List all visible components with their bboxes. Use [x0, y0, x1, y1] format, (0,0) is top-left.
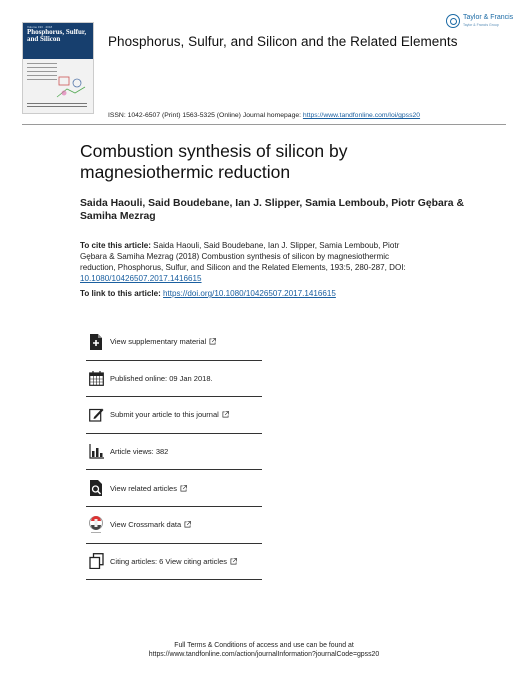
cover-figure-icon [53, 75, 89, 101]
citation-text: Saida Haouli, Said Boudebane, Ian J. Slipper, Samia Lemboub, Piotr Gębara & Samiha Mezrag (2018) Combustion synthesis of silicon by magnesiothermic reduction, Phosphorus, Sulfur, and Silicon and the Related Elements, 193:5, 280-287, DOI: [80, 241, 406, 272]
citation-block [80, 240, 420, 284]
cover-header [23, 23, 93, 59]
search-document-icon [88, 480, 104, 496]
cover-volume-text: Volume 193 · 2018 [27, 25, 53, 29]
article-link-label: To link to this article: [80, 289, 161, 298]
edit-icon [88, 407, 104, 423]
action-crossmark-data[interactable] [86, 507, 262, 544]
cover-title: Phosphorus, Sulfur, and Silicon [27, 28, 87, 43]
publisher-name: Taylor & Francis [463, 14, 514, 21]
action-submit-article[interactable] [86, 397, 262, 434]
external-link-icon [180, 485, 187, 492]
journal-homepage-link[interactable]: https://www.tandfonline.com/loi/gpss20 [302, 112, 421, 119]
article-link-block [80, 288, 440, 299]
action-related-articles[interactable] [86, 470, 262, 507]
header-divider [22, 124, 506, 125]
external-link-icon [209, 338, 216, 345]
bar-chart-icon [88, 444, 104, 460]
external-link-icon [230, 558, 237, 565]
action-label: Article views: 382 [110, 447, 169, 457]
action-article-views [86, 434, 262, 471]
action-supplementary-material[interactable] [86, 324, 262, 361]
footer-terms-url[interactable]: https://www.tandfonline.com/action/journalInformation?journalCode=gpss20 [148, 651, 380, 658]
external-link-icon [184, 521, 191, 528]
citation-label: To cite this article: [80, 241, 151, 250]
calendar-icon [88, 370, 104, 386]
article-actions [86, 324, 262, 580]
journal-title[interactable]: Phosphorus, Sulfur, and Silicon and the Related Elements [108, 34, 458, 49]
doi-link[interactable]: 10.1080/10426507.2017.1416615 [80, 274, 202, 283]
action-label: Submit your article to this journal [110, 410, 219, 420]
article-doi-url[interactable]: https://doi.org/10.1080/10426507.2017.1416615 [163, 289, 336, 298]
action-label: View related articles [110, 483, 177, 493]
issn-line [0, 112, 528, 119]
action-citing-articles[interactable] [86, 544, 262, 581]
cover-footer-lines [27, 103, 87, 109]
journal-cover-thumbnail [22, 22, 94, 114]
action-label: Citing articles: 6 View citing articles [110, 556, 227, 566]
crossmark-icon [88, 517, 104, 533]
copy-icon [88, 553, 104, 569]
document-plus-icon [88, 334, 104, 350]
action-published-online [86, 361, 262, 398]
logo-icon [446, 14, 460, 28]
action-label: View supplementary material [110, 337, 207, 347]
article-title: Combustion synthesis of silicon by magnesiothermic reduction [80, 141, 348, 182]
external-link-icon [222, 411, 229, 418]
footer-line-1: Full Terms & Conditions of access and use can be found at [174, 642, 354, 649]
footer-terms [0, 641, 528, 659]
issn-text: ISSN: 1042-6507 (Print) 1563-5325 (Online) Journal homepage: [107, 112, 303, 119]
publisher-group: Taylor & Francis Group [463, 23, 499, 27]
article-authors: Saida Haouli, Said Boudebane, Ian J. Slipper, Samia Lemboub, Piotr Gębara & Samiha Mezrag [80, 198, 464, 222]
action-label: Published online: 09 Jan 2018. [110, 373, 213, 383]
action-label: View Crossmark data [110, 520, 182, 530]
taylor-francis-logo [446, 12, 516, 34]
